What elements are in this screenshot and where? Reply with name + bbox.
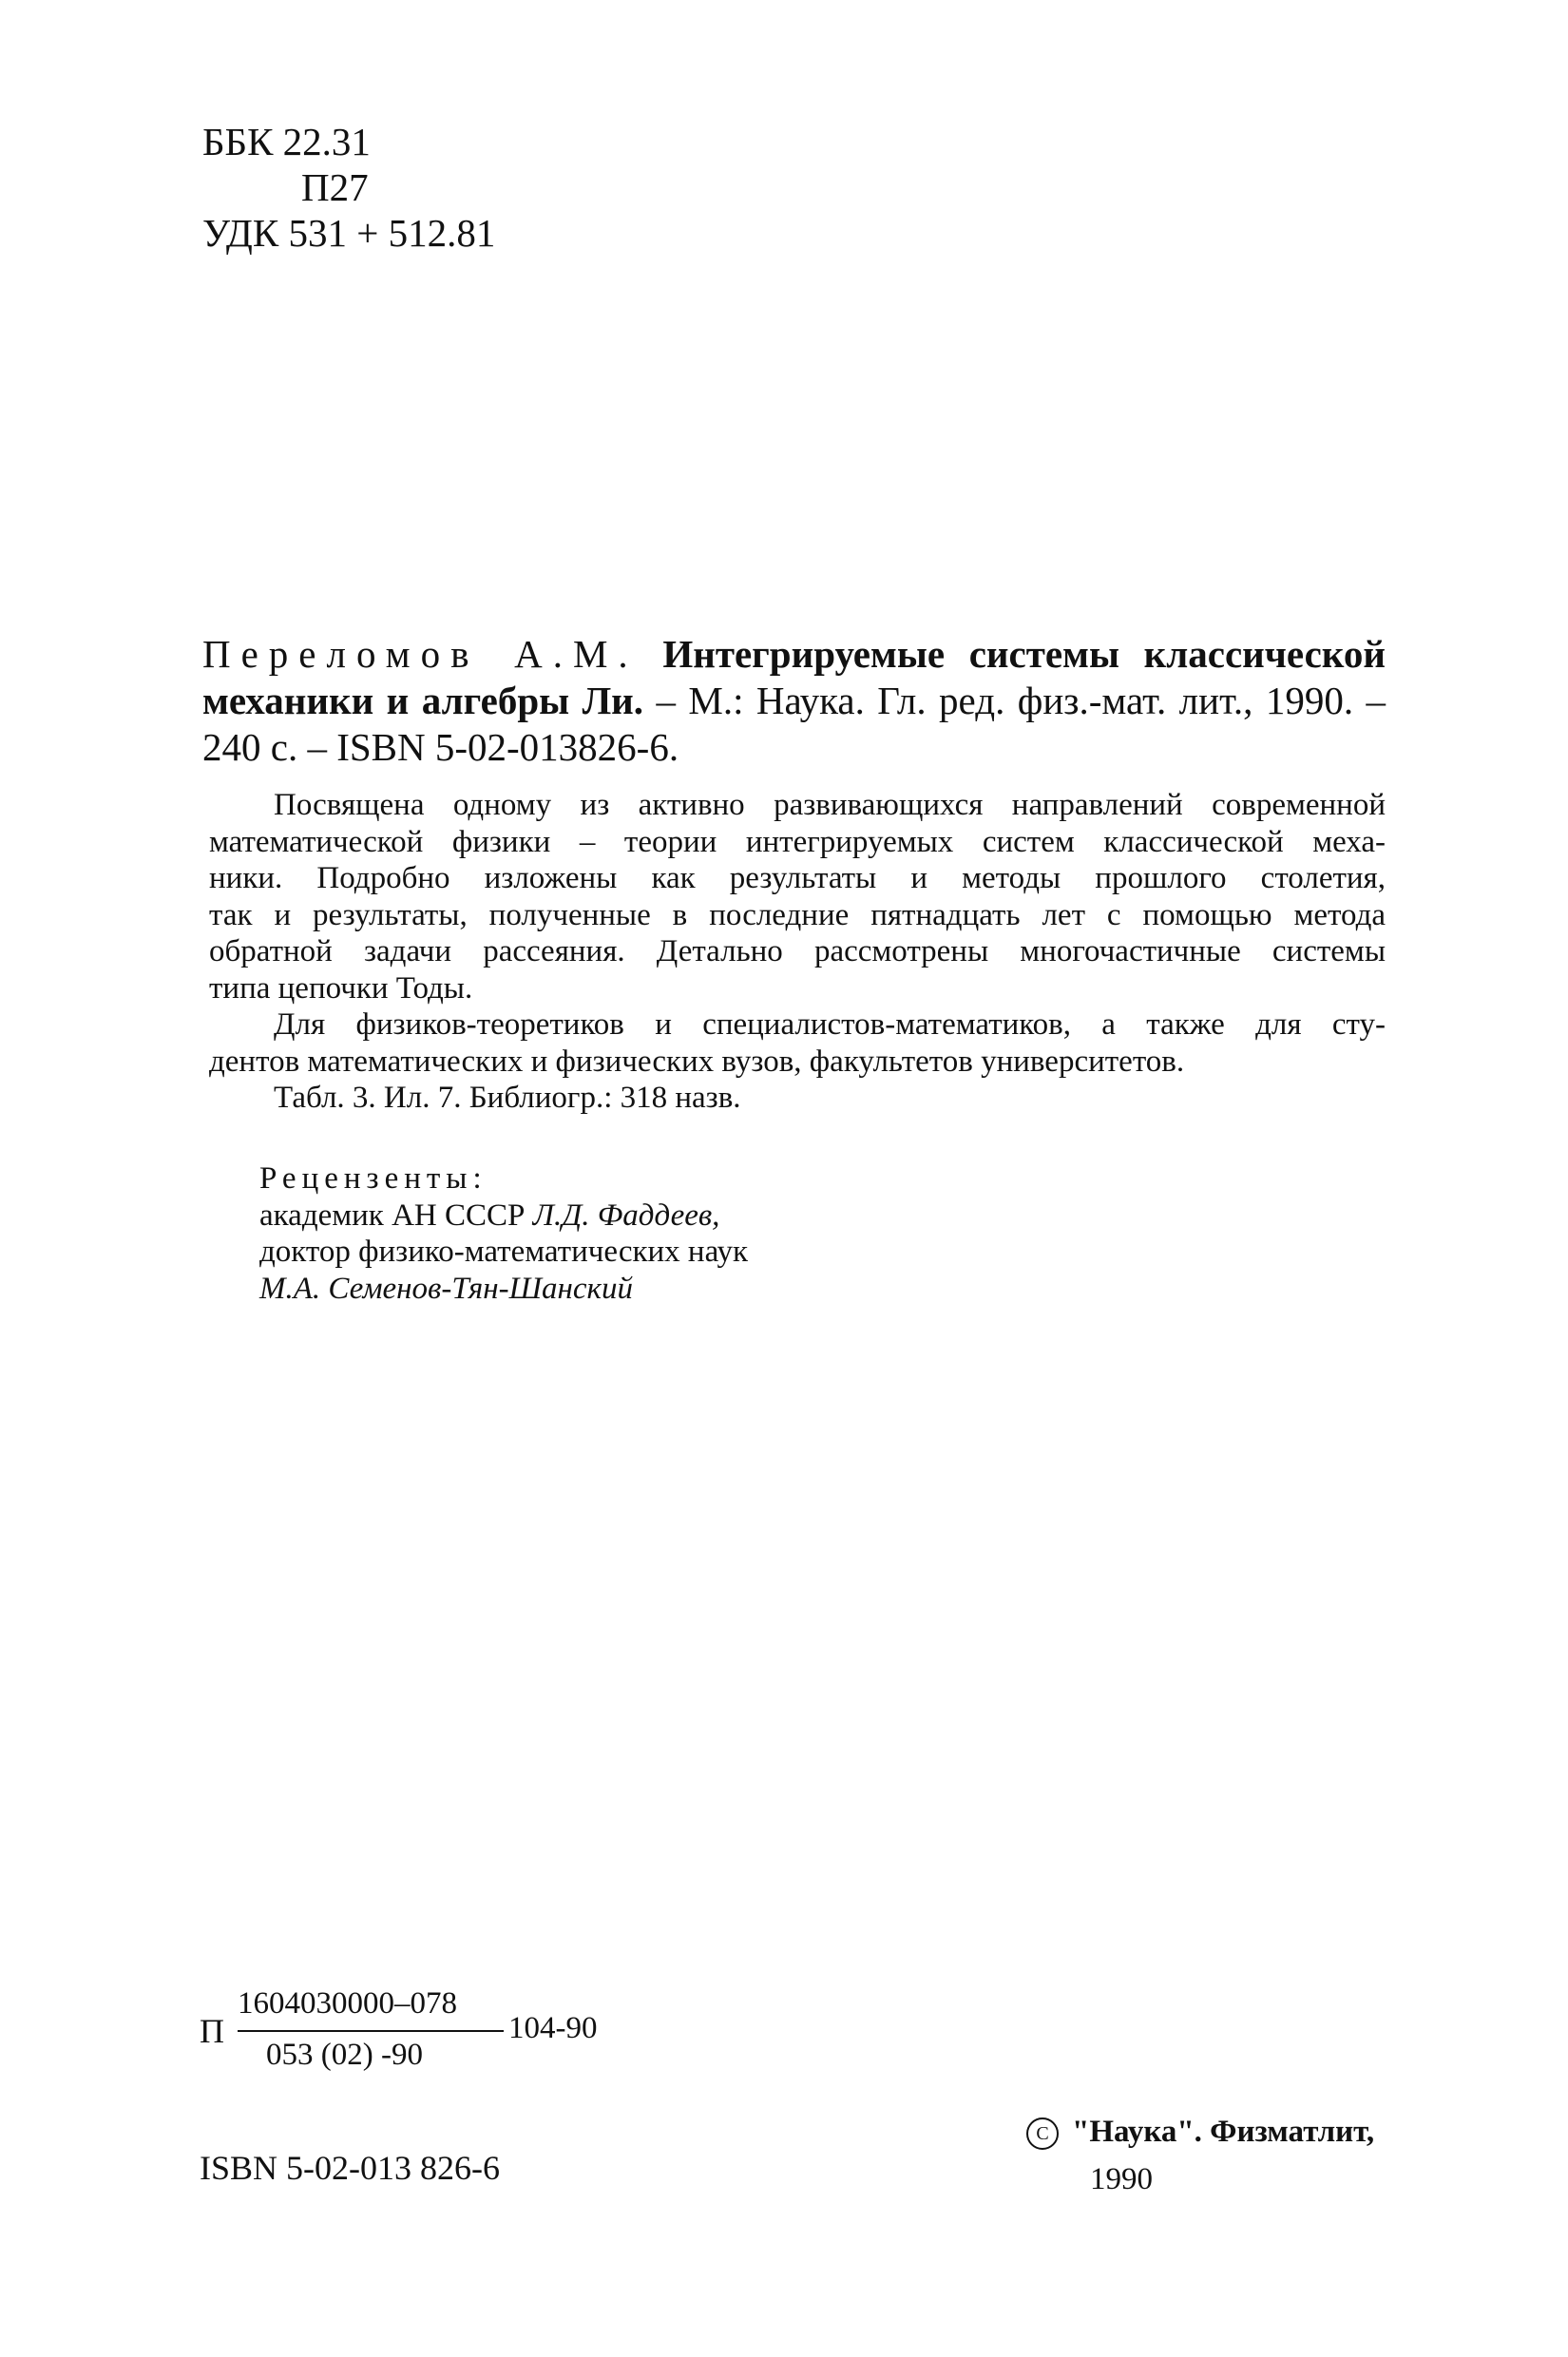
book-title-part2: механики и алгебры Ли.: [202, 679, 644, 722]
reviewer-1-name: Л.Д. Фаддеев,: [532, 1198, 720, 1233]
annotation-line: математической физики – теории интегрируемых систем классической меха-: [209, 824, 1386, 859]
book-title-part1: Интегрируемые системы классической: [662, 632, 1386, 676]
bib-line-1: [202, 631, 1386, 678]
audience-line: дентов математических и физических вузов, факультетов университетов.: [209, 1044, 1185, 1079]
copyright-block: [1026, 2108, 1374, 2203]
reviewer-1-title: академик АН СССР: [259, 1198, 533, 1233]
author-name: Переломов А.М.: [202, 632, 639, 676]
annotation-line: обратной задачи рассеяния. Детально рассмотрены многочастичные системы: [209, 934, 1386, 968]
pubcode-fraction-rule: [238, 2030, 504, 2032]
reviewer-1: [259, 1198, 748, 1235]
copyright-holder: "Наука". Физматлит,: [1072, 2115, 1375, 2149]
reviewers-block: [259, 1160, 748, 1307]
isbn-footer: ISBN 5-02-013 826-6: [200, 2149, 500, 2187]
audience-line: Для физиков-теоретиков и специалистов-математиков, а также для сту-: [274, 1007, 1386, 1042]
copyright-icon: C: [1026, 2117, 1059, 2150]
copyright-line: [1026, 2108, 1374, 2156]
pages-isbn: 240 с. – ISBN 5-02-013826-6.: [202, 725, 679, 769]
annotation: [209, 787, 1386, 1117]
reviewer-2-title: доктор физико-математических наук: [259, 1235, 749, 1269]
bibliographic-entry: [202, 631, 1386, 771]
author-mark: П27: [301, 165, 369, 209]
bbk-code: ББК 22.31: [202, 120, 371, 163]
copyright-year: 1990: [1090, 2162, 1153, 2196]
annotation-line: так и результаты, полученные в последние пятнадцать лет с помощью метода: [209, 897, 1386, 932]
publication-code: [200, 1986, 637, 2100]
pubcode-denominator: 053 (02) -90: [266, 2038, 423, 2072]
reviewer-2-name: М.А. Семенов-Тян-Шанский: [259, 1271, 633, 1306]
bib-line-2: [202, 678, 1386, 724]
pubcode-suffix: 104-90: [508, 2011, 598, 2045]
classification-block: [202, 119, 495, 256]
udk-code: УДК 531 + 512.81: [202, 211, 496, 255]
reviewers-heading: Рецензенты:: [259, 1161, 488, 1196]
pubcode-letter: П: [200, 2012, 224, 2050]
pubcode-numerator: 1604030000–078: [238, 1986, 457, 2021]
publisher-info: – М.: Наука. Гл. ред. физ.-мат. лит., 1990. –: [656, 679, 1386, 722]
annotation-line: Посвящена одному из активно развивающихся направлений современной: [274, 788, 1386, 822]
annotation-line: типа цепочки Тоды.: [209, 970, 473, 1006]
annotation-line: ники. Подробно изложены как результаты и методы прошлого столетия,: [209, 861, 1386, 895]
stats-line: Табл. 3. Ил. 7. Библиогр.: 318 назв.: [274, 1081, 741, 1115]
